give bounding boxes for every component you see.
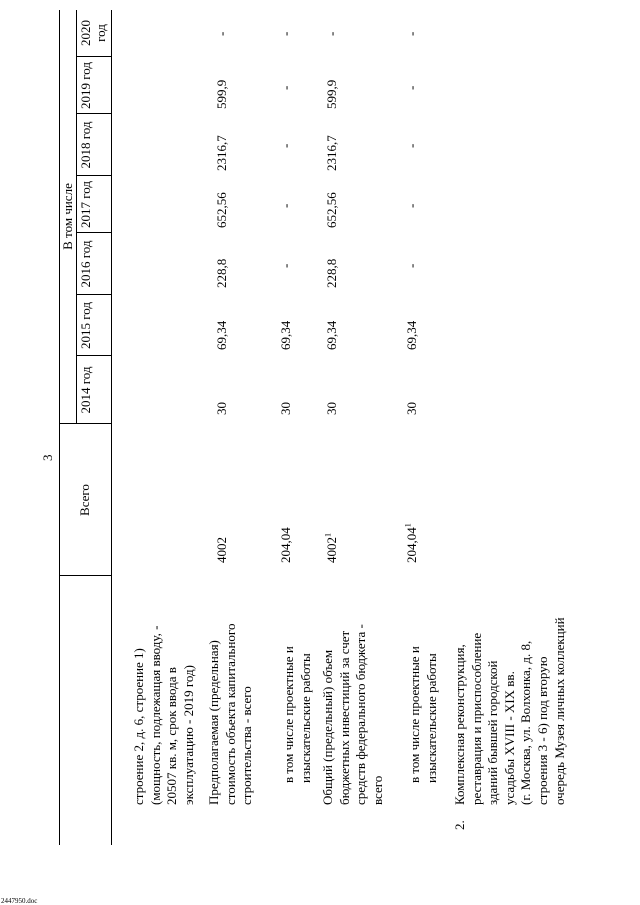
document-stamp: 2447950.doc	[1, 897, 38, 905]
row-3-2018: -	[278, 143, 293, 148]
years-top-rule	[76, 10, 77, 424]
row-2-2017: 652,56	[214, 192, 229, 228]
year-column-rule	[76, 113, 111, 114]
year-column-rule	[76, 175, 111, 176]
row-4-description: Общий (предельный) объем бюджетных инвестиций за счет средств федерального бюджета - всего	[320, 624, 385, 805]
row-4-2014: 30	[324, 402, 339, 415]
row-4-2018: 2316,7	[324, 135, 339, 171]
row-4-2017: 652,56	[324, 192, 339, 228]
row-3-2016: -	[278, 263, 293, 268]
row-6-number: 2.	[452, 820, 467, 830]
row-5-2020: -	[404, 31, 419, 36]
row-2-2018: 2316,7	[214, 135, 229, 171]
row-2-2019: 599,9	[214, 79, 229, 109]
row-3-2019: -	[278, 85, 293, 90]
row-2-description: Предполагаемая (предельная) стоимость объекта капитального строительства - всего	[206, 623, 255, 805]
year-column-rule	[76, 294, 111, 295]
row-2-2020: -	[214, 31, 229, 36]
row-4-2016: 228,8	[324, 258, 339, 288]
row-3-2014: 30	[278, 402, 293, 415]
row-3-description: в том числе проектные и изыскательские работы	[281, 646, 313, 783]
header-including: В том числе	[60, 183, 75, 250]
row-3-2020: -	[278, 31, 293, 36]
row-5-2016: -	[404, 263, 419, 268]
row-5-2015: 69,34	[404, 320, 419, 350]
year-column-rule	[76, 56, 111, 57]
header-year-2017: 2017 год	[78, 181, 93, 228]
row-5-description: в том числе проектные и изыскательские работы	[407, 646, 439, 783]
header-year-2016: 2016 год	[78, 240, 93, 288]
row-3-2017: -	[278, 203, 293, 208]
year-column-rule	[76, 355, 111, 356]
page-number: 3	[40, 454, 55, 461]
row-4-2015: 69,34	[324, 320, 339, 350]
header-year-2018: 2018 год	[78, 121, 93, 169]
row-3-2015: 69,34	[278, 320, 293, 350]
row-5-total: 204,04$^1$	[403, 523, 419, 563]
header-year-2020: 2020 год	[78, 20, 108, 46]
row-5-2017: -	[404, 203, 419, 208]
row-3-total: 204,04	[278, 527, 293, 563]
year-column-rule	[76, 232, 111, 233]
header-bottom-rule	[111, 10, 112, 845]
row-4-2020: -	[324, 31, 339, 36]
row-2-2015: 69,34	[214, 320, 229, 350]
header-total: Всего	[77, 484, 92, 516]
total-column-rule	[59, 575, 111, 576]
including-column-rule	[59, 423, 111, 424]
row-4-2019: 599,9	[324, 79, 339, 109]
header-year-2014: 2014 год	[78, 366, 93, 414]
header-year-2015: 2015 год	[78, 302, 93, 349]
row-4-total: 4002$^1$	[323, 533, 339, 563]
row-1-description: строение 2, д. 6, строение 1) (мощность, подлежащая вводу, - 20507 кв. м, срок ввода в эксплуатацию - 2019 год)	[131, 625, 196, 805]
row-6-description: Комплексная реконструкция, реставрация и приспособление зданий бывшей городской усадьбы XVIII - XIX вв. (г. Москва, ул. Волхонка, д. 8, строения 3 - 6) под вторую очередь Музея личных коллекций	[452, 617, 567, 805]
row-5-2014: 30	[404, 402, 419, 415]
row-5-2018: -	[404, 143, 419, 148]
row-2-total: 4002	[214, 537, 229, 563]
row-2-2016: 228,8	[214, 258, 229, 288]
row-5-2019: -	[404, 85, 419, 90]
header-year-2019: 2019 год	[78, 62, 93, 109]
row-2-2014: 30	[214, 402, 229, 415]
